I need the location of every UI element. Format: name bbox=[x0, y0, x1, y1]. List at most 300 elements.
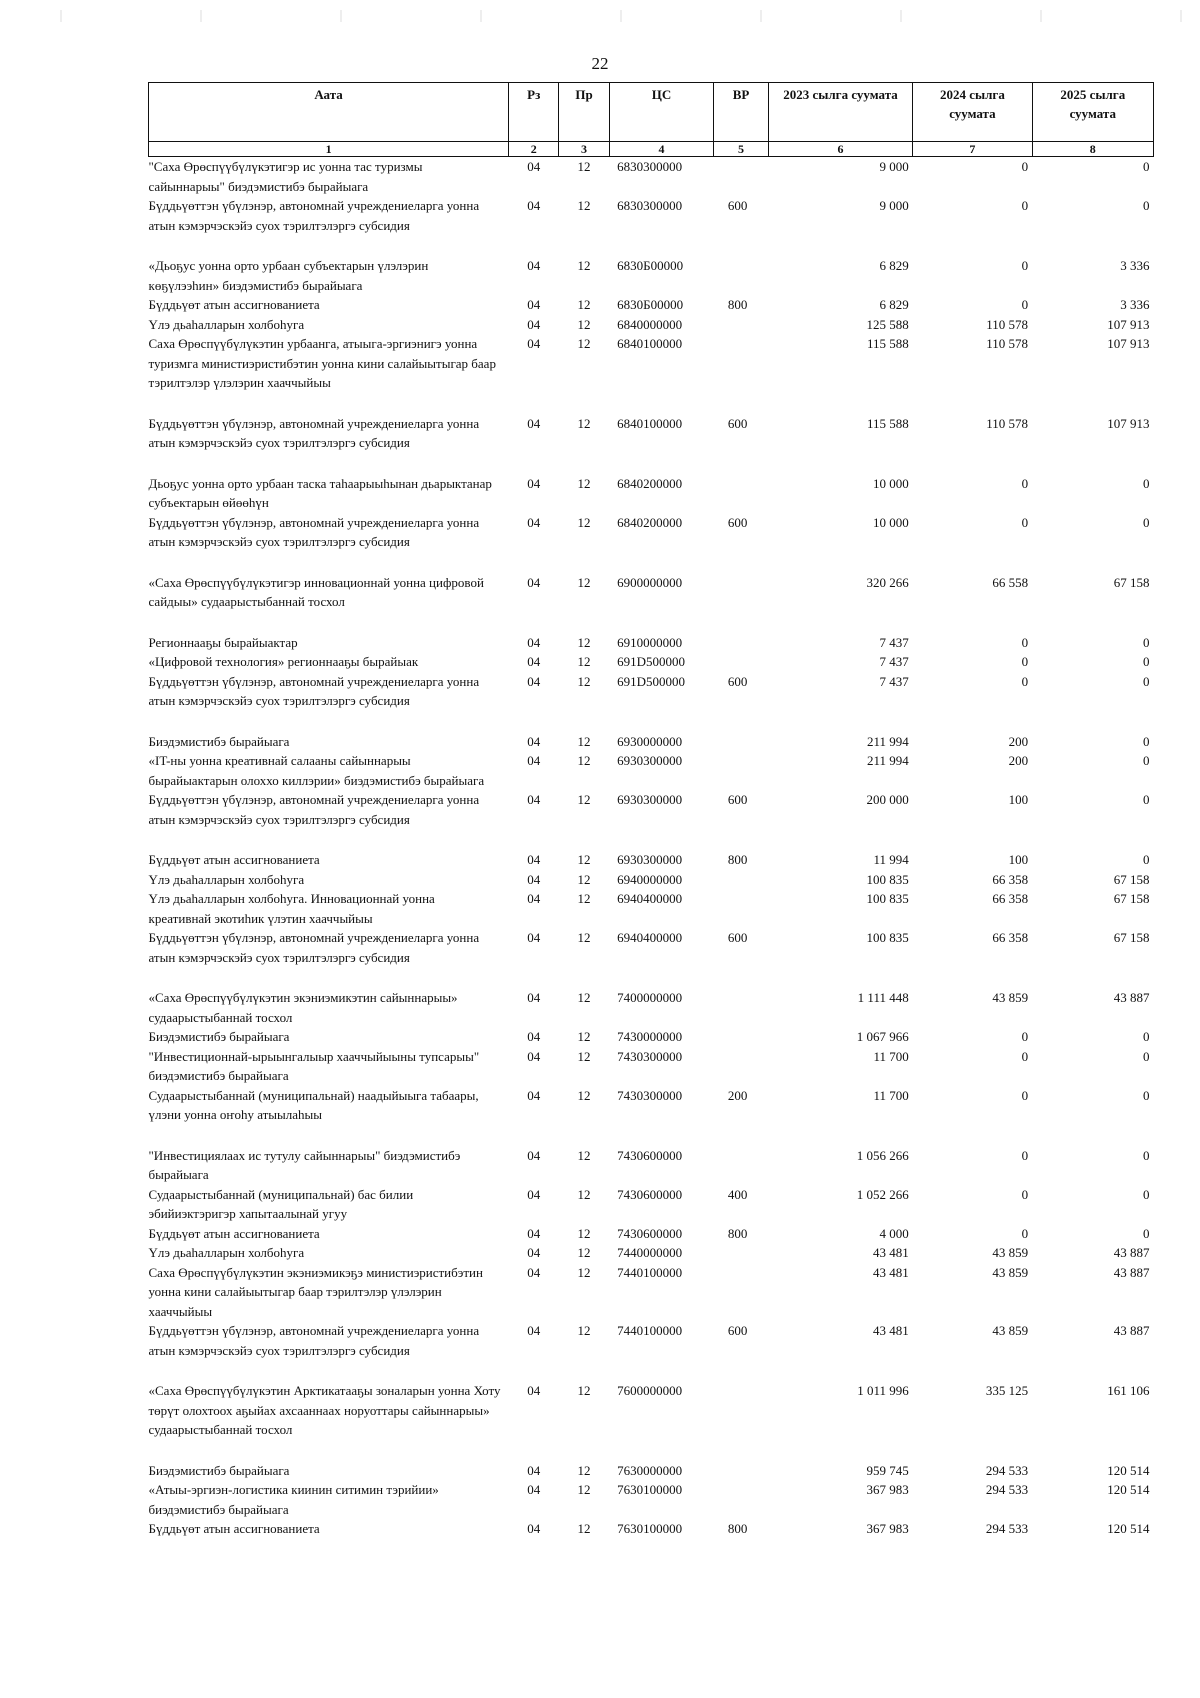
row-cs: 6930300000 bbox=[617, 852, 683, 867]
budget-table-container bbox=[148, 82, 1154, 1539]
row-amount-2023: 9 000 bbox=[879, 159, 909, 174]
row-vr bbox=[714, 988, 768, 1027]
row-rz: 04 bbox=[527, 574, 541, 590]
row-vr bbox=[714, 1047, 768, 1086]
table-row bbox=[149, 850, 1154, 870]
column-number: 1 bbox=[149, 142, 509, 157]
row-name: Бүддьүөт атын ассигнованиета bbox=[148, 852, 320, 867]
row-amount-2025: 43 887 bbox=[1113, 1264, 1150, 1280]
row-vr bbox=[714, 1243, 768, 1263]
column-number: 7 bbox=[913, 142, 1032, 157]
row-cs: 6940400000 bbox=[617, 891, 683, 906]
row-amount-2023: 11 700 bbox=[873, 1048, 909, 1064]
row-vr bbox=[714, 751, 768, 790]
row-vr bbox=[714, 1263, 768, 1322]
row-amount-2025: 0 bbox=[1143, 1186, 1150, 1202]
row-amount-2025: 107 913 bbox=[1107, 415, 1150, 431]
row-vr bbox=[714, 256, 768, 295]
row-cs: 6940400000 bbox=[617, 930, 683, 945]
row-name: «Саха Өрөспүүбүлүкэтин экэниэмикэтин сайыннарыы» судаарыстыбаннай тосхол bbox=[148, 990, 458, 1025]
row-amount-2023: 1 052 266 bbox=[856, 1186, 909, 1202]
row-amount-2023: 115 588 bbox=[866, 415, 909, 431]
row-vr: 600 bbox=[727, 514, 748, 530]
row-amount-2024: 0 bbox=[1021, 198, 1029, 213]
table-row bbox=[149, 790, 1154, 850]
row-name: Биэдэмистибэ бырайыага bbox=[148, 1029, 290, 1044]
row-pr: 12 bbox=[577, 634, 591, 650]
row-rz: 04 bbox=[527, 1087, 541, 1103]
row-amount-2024: 0 bbox=[1021, 1225, 1029, 1241]
row-amount-2025: 67 158 bbox=[1113, 930, 1150, 945]
row-cs: 6840100000 bbox=[617, 336, 683, 351]
page-number: 22 bbox=[591, 54, 609, 73]
row-amount-2024: 0 bbox=[1021, 258, 1029, 273]
header-2025: 2025 сылга суумата bbox=[1032, 83, 1153, 142]
row-pr: 12 bbox=[577, 1225, 591, 1241]
row-name: Саха Өрөспүүбүлүкэтин экэниэмикэҕэ министиэристибэтин уонна кини салайыытыгар баар тэрилтэлэр үлэлэрин хааччыйыы bbox=[148, 1264, 483, 1319]
row-vr bbox=[714, 889, 768, 928]
row-amount-2025: 120 514 bbox=[1107, 1462, 1150, 1478]
row-vr: 600 bbox=[727, 792, 748, 807]
row-pr: 12 bbox=[577, 1087, 591, 1103]
table-row bbox=[149, 633, 1154, 653]
row-amount-2024: 200 bbox=[1008, 733, 1029, 749]
table-row bbox=[149, 196, 1154, 256]
table-row bbox=[149, 315, 1154, 335]
header-2024: 2024 сылга суумата bbox=[913, 83, 1032, 142]
row-amount-2025: 107 913 bbox=[1107, 336, 1150, 351]
row-vr: 600 bbox=[727, 1323, 748, 1338]
row-vr bbox=[714, 1480, 768, 1519]
row-rz: 04 bbox=[527, 1482, 541, 1497]
row-vr bbox=[714, 1461, 768, 1481]
row-vr: 800 bbox=[727, 1521, 748, 1536]
row-cs: 6830300000 bbox=[617, 159, 683, 174]
row-pr: 12 bbox=[577, 415, 591, 431]
row-amount-2024: 100 bbox=[1008, 792, 1029, 807]
row-rz: 04 bbox=[527, 871, 541, 887]
row-vr bbox=[714, 334, 768, 414]
header-cs: ЦС bbox=[609, 83, 714, 142]
row-amount-2024: 0 bbox=[1021, 654, 1029, 669]
row-name: Үлэ дьаһалларын холбоһуга bbox=[148, 871, 305, 887]
header-rz: Рз bbox=[509, 83, 559, 142]
row-amount-2023: 115 588 bbox=[866, 336, 909, 351]
row-name: Бүддьүөттэн үбүлэнэр, автономнай учреждениеларга уонна атын кэмэрчэскэйэ суох тэрилтэлэргэ субсидия bbox=[148, 415, 480, 450]
table-row bbox=[149, 513, 1154, 573]
row-cs: 6830300000 bbox=[617, 198, 683, 213]
row-amount-2025: 43 887 bbox=[1113, 1245, 1150, 1260]
row-amount-2025: 0 bbox=[1143, 1225, 1150, 1241]
row-amount-2023: 211 994 bbox=[866, 753, 909, 768]
row-amount-2024: 0 bbox=[1021, 634, 1029, 650]
table-row bbox=[149, 889, 1154, 928]
table-row bbox=[149, 1185, 1154, 1224]
row-amount-2024: 0 bbox=[1021, 673, 1029, 689]
header-vr: ВР bbox=[714, 83, 768, 142]
row-name: Саха Өрөспүүбүлүкэтин урбаанга, атыыга-эргиэнигэ уонна туризмга министиэристибэтин уонна кини салайыытыгар баар тэрилтэлэр үлэлэрин хааччыйыы bbox=[148, 336, 496, 390]
row-amount-2025: 0 bbox=[1143, 1048, 1150, 1064]
table-row bbox=[149, 1321, 1154, 1381]
row-pr: 12 bbox=[577, 990, 591, 1005]
table-row bbox=[149, 295, 1154, 315]
row-name: Бүддьүөттэн үбүлэнэр, автономнай учреждениеларга уонна атын кэмэрчэскэйэ суох тэрилтэлэргэ субсидия bbox=[148, 930, 480, 965]
row-rz: 04 bbox=[527, 1029, 541, 1044]
row-amount-2024: 294 533 bbox=[985, 1482, 1029, 1497]
row-amount-2023: 10 000 bbox=[872, 475, 909, 491]
row-rz: 04 bbox=[527, 990, 541, 1005]
row-cs: 7600000000 bbox=[617, 1383, 683, 1398]
row-amount-2023: 100 835 bbox=[866, 891, 909, 906]
row-pr: 12 bbox=[577, 198, 591, 213]
row-rz: 04 bbox=[527, 475, 541, 491]
row-amount-2024: 43 859 bbox=[992, 990, 1029, 1005]
row-amount-2025: 0 bbox=[1143, 1029, 1150, 1044]
row-pr: 12 bbox=[577, 1383, 591, 1398]
row-rz: 04 bbox=[527, 852, 541, 867]
row-cs: 6930300000 bbox=[617, 792, 683, 807]
table-row bbox=[149, 1461, 1154, 1481]
row-cs: 7630000000 bbox=[617, 1462, 683, 1478]
table-row bbox=[149, 1224, 1154, 1244]
row-amount-2024: 43 859 bbox=[992, 1323, 1029, 1338]
row-name: Бүддьүөттэн үбүлэнэр, автономнай учреждениеларга уонна атын кэмэрчэскэйэ суох тэрилтэлэргэ субсидия bbox=[148, 514, 480, 549]
row-rz: 04 bbox=[527, 634, 541, 650]
row-rz: 04 bbox=[527, 1186, 541, 1202]
row-name: «Дьоҕус уонна орто урбаан субъектарын үлэлэрин көҕүлээһин» биэдэмистибэ бырайыага bbox=[148, 258, 429, 293]
row-name: Судаарыстыбаннай (муниципальнай) бас билии эбийиэктэригэр хапытаалынай угуу bbox=[148, 1186, 414, 1221]
row-cs: 7440100000 bbox=[617, 1323, 683, 1338]
row-rz: 04 bbox=[527, 1264, 541, 1280]
row-pr: 12 bbox=[577, 316, 591, 332]
row-vr bbox=[714, 732, 768, 752]
row-name: Үлэ дьаһалларын холбоһуга bbox=[148, 1245, 305, 1260]
table-row bbox=[149, 1480, 1154, 1519]
row-vr: 800 bbox=[727, 1225, 748, 1241]
row-amount-2024: 0 bbox=[1021, 1186, 1029, 1202]
row-vr: 600 bbox=[727, 673, 748, 689]
row-cs: 6930000000 bbox=[617, 733, 683, 749]
table-row bbox=[149, 928, 1154, 988]
row-rz: 04 bbox=[527, 1323, 541, 1338]
row-amount-2023: 100 835 bbox=[866, 930, 909, 945]
row-amount-2024: 66 358 bbox=[992, 871, 1029, 887]
row-cs: 7440100000 bbox=[617, 1264, 683, 1280]
row-pr: 12 bbox=[577, 852, 591, 867]
row-cs: 6910000000 bbox=[617, 634, 683, 650]
row-rz: 04 bbox=[527, 336, 541, 351]
row-amount-2023: 367 983 bbox=[866, 1521, 909, 1536]
row-pr: 12 bbox=[577, 1482, 591, 1497]
row-pr: 12 bbox=[577, 1521, 591, 1536]
row-pr: 12 bbox=[577, 1462, 591, 1478]
row-amount-2024: 100 bbox=[1008, 852, 1029, 867]
row-cs: 7430300000 bbox=[617, 1048, 683, 1064]
row-pr: 12 bbox=[577, 891, 591, 906]
header-pr: Пр bbox=[559, 83, 609, 142]
row-rz: 04 bbox=[527, 673, 541, 689]
row-rz: 04 bbox=[527, 891, 541, 906]
row-amount-2025: 0 bbox=[1143, 475, 1150, 491]
row-pr: 12 bbox=[577, 792, 591, 807]
row-cs: 6840100000 bbox=[617, 415, 683, 431]
row-amount-2025: 43 887 bbox=[1113, 1323, 1150, 1338]
row-name: Дьоҕус уонна орто урбаан таска таһаарыыһынан дьарыктанар субъектарын өйөөһүн bbox=[148, 475, 492, 510]
column-number: 8 bbox=[1032, 142, 1153, 157]
row-cs: 7430600000 bbox=[617, 1225, 683, 1241]
row-name: Бүддьүөттэн үбүлэнэр, автономнай учреждениеларга уонна атын кэмэрчэскэйэ суох тэрилтэлэргэ субсидия bbox=[148, 198, 480, 233]
row-name: Судаарыстыбаннай (муниципальнай) наадыйыыга табаары, үлэни уонна оҥоһу атыылаһыы bbox=[148, 1087, 479, 1122]
row-name: Бүддьүөт атын ассигнованиета bbox=[148, 297, 320, 312]
column-number: 3 bbox=[559, 142, 609, 157]
row-pr: 12 bbox=[577, 297, 591, 312]
row-amount-2023: 320 266 bbox=[866, 574, 909, 590]
row-name: Бүддьүөт атын ассигнованиета bbox=[148, 1521, 320, 1536]
row-rz: 04 bbox=[527, 930, 541, 945]
row-cs: 7630100000 bbox=[617, 1482, 683, 1497]
row-pr: 12 bbox=[577, 514, 591, 530]
row-vr bbox=[714, 1027, 768, 1047]
row-rz: 04 bbox=[527, 1225, 541, 1241]
table-row bbox=[149, 652, 1154, 672]
row-amount-2024: 0 bbox=[1021, 1029, 1029, 1044]
row-rz: 04 bbox=[527, 1245, 541, 1260]
row-cs: 6900000000 bbox=[617, 574, 683, 590]
row-cs: 691D500000 bbox=[617, 654, 686, 669]
row-amount-2023: 43 481 bbox=[872, 1245, 909, 1260]
row-cs: 7430300000 bbox=[617, 1087, 683, 1103]
row-cs: 6940000000 bbox=[617, 871, 683, 887]
row-pr: 12 bbox=[577, 336, 591, 351]
row-pr: 12 bbox=[577, 1147, 591, 1163]
row-name: Бүддьүөттэн үбүлэнэр, автономнай учреждениеларга уонна атын кэмэрчэскэйэ суох тэрилтэлэргэ субсидия bbox=[148, 792, 480, 827]
row-cs: 6930300000 bbox=[617, 753, 683, 768]
row-amount-2025: 0 bbox=[1143, 673, 1150, 689]
row-amount-2023: 200 000 bbox=[866, 792, 909, 807]
row-rz: 04 bbox=[527, 297, 541, 312]
row-pr: 12 bbox=[577, 1264, 591, 1280]
row-cs: 691D500000 bbox=[617, 673, 686, 689]
row-pr: 12 bbox=[577, 673, 591, 689]
row-rz: 04 bbox=[527, 1048, 541, 1064]
row-amount-2024: 66 358 bbox=[992, 930, 1029, 945]
row-name: Регионнааҕы бырайыактар bbox=[148, 634, 298, 650]
table-row bbox=[149, 1027, 1154, 1047]
row-amount-2025: 43 887 bbox=[1113, 990, 1150, 1005]
row-pr: 12 bbox=[577, 753, 591, 768]
row-rz: 04 bbox=[527, 514, 541, 530]
table-row bbox=[149, 1519, 1154, 1539]
row-rz: 04 bbox=[527, 1462, 541, 1478]
row-vr bbox=[714, 1146, 768, 1185]
row-name: Бүддьүөттэн үбүлэнэр, автономнай учреждениеларга уонна атын кэмэрчэскэйэ суох тэрилтэлэргэ субсидия bbox=[148, 1323, 480, 1358]
row-rz: 04 bbox=[527, 198, 541, 213]
row-cs: 7430000000 bbox=[617, 1029, 683, 1044]
table-header-row bbox=[149, 83, 1154, 142]
row-amount-2024: 43 859 bbox=[992, 1245, 1029, 1260]
row-amount-2023: 6 829 bbox=[879, 297, 909, 312]
row-amount-2024: 0 bbox=[1021, 475, 1029, 491]
row-amount-2025: 0 bbox=[1143, 1087, 1150, 1103]
row-pr: 12 bbox=[577, 930, 591, 945]
row-amount-2023: 211 994 bbox=[866, 733, 909, 749]
row-cs: 7630100000 bbox=[617, 1521, 683, 1536]
row-name: «Саха Өрөспүүбүлүкэтигэр инновационнай уонна цифровой сайдыы» судаарыстыбаннай тосхол bbox=[148, 574, 484, 609]
row-amount-2023: 1 056 266 bbox=[856, 1147, 909, 1163]
row-name: Биэдэмистибэ бырайыага bbox=[148, 733, 290, 749]
table-row bbox=[149, 870, 1154, 890]
row-amount-2023: 6 829 bbox=[879, 258, 909, 273]
table-row bbox=[149, 732, 1154, 752]
row-vr bbox=[714, 573, 768, 633]
row-rz: 04 bbox=[527, 258, 541, 273]
row-name: Бүддьүөт атын ассигнованиета bbox=[148, 1225, 320, 1241]
row-amount-2025: 0 bbox=[1143, 733, 1150, 749]
row-amount-2023: 1 067 966 bbox=[856, 1029, 909, 1044]
row-pr: 12 bbox=[577, 475, 591, 491]
row-amount-2024: 110 578 bbox=[986, 316, 1029, 332]
table-row bbox=[149, 1263, 1154, 1322]
column-number: 6 bbox=[768, 142, 912, 157]
scan-artifacts bbox=[0, 10, 1200, 22]
row-amount-2023: 9 000 bbox=[879, 198, 909, 213]
row-rz: 04 bbox=[527, 1383, 541, 1398]
row-amount-2025: 120 514 bbox=[1107, 1521, 1150, 1536]
row-name: "Инвестициялаах ис тутулу сайыннарыы" биэдэмистибэ бырайыага bbox=[148, 1147, 461, 1182]
row-amount-2025: 120 514 bbox=[1107, 1482, 1150, 1497]
row-vr: 600 bbox=[727, 930, 748, 945]
row-pr: 12 bbox=[577, 574, 591, 590]
table-row bbox=[149, 751, 1154, 790]
row-vr bbox=[714, 474, 768, 513]
budget-table bbox=[148, 82, 1154, 1539]
row-name: "Инвестиционнай-ырыынгалыыр хааччыйыыны тупсарыы" биэдэмистибэ бырайыага bbox=[148, 1048, 480, 1083]
row-name: «Атыы-эргиэн-логистика киинин ситимин тэрийии» биэдэмистибэ бырайыага bbox=[148, 1482, 439, 1517]
table-body bbox=[149, 157, 1154, 1539]
row-pr: 12 bbox=[577, 733, 591, 749]
row-rz: 04 bbox=[527, 415, 541, 431]
row-amount-2025: 67 158 bbox=[1113, 574, 1150, 590]
table-row bbox=[149, 1086, 1154, 1146]
row-cs: 7440000000 bbox=[617, 1245, 683, 1260]
row-name: «Цифровой технология» регионнааҕы бырайыак bbox=[148, 654, 419, 669]
row-amount-2024: 0 bbox=[1021, 1048, 1029, 1064]
row-amount-2025: 0 bbox=[1143, 654, 1150, 669]
row-amount-2023: 7 437 bbox=[879, 673, 909, 689]
row-vr: 800 bbox=[727, 297, 748, 312]
row-name: Үлэ дьаһалларын холбоһуга bbox=[148, 316, 305, 332]
column-number: 2 bbox=[509, 142, 559, 157]
row-amount-2025: 3 336 bbox=[1120, 297, 1150, 312]
row-cs: 6830Б00000 bbox=[617, 258, 684, 273]
row-amount-2023: 4 000 bbox=[879, 1225, 909, 1241]
row-amount-2023: 10 000 bbox=[872, 514, 909, 530]
row-vr bbox=[714, 315, 768, 335]
table-row bbox=[149, 1047, 1154, 1086]
table-row bbox=[149, 672, 1154, 732]
table-row bbox=[149, 157, 1154, 197]
row-name: Үлэ дьаһалларын холбоһуга. Инновационнай уонна креативнай экотиһик үлэтин хааччыйыы bbox=[148, 891, 435, 926]
row-rz: 04 bbox=[527, 753, 541, 768]
row-cs: 7430600000 bbox=[617, 1186, 683, 1202]
row-pr: 12 bbox=[577, 159, 591, 174]
row-amount-2024: 294 533 bbox=[985, 1521, 1029, 1536]
table-row bbox=[149, 988, 1154, 1027]
row-amount-2024: 0 bbox=[1021, 1147, 1029, 1163]
row-pr: 12 bbox=[577, 1048, 591, 1064]
row-amount-2025: 0 bbox=[1143, 514, 1150, 530]
row-amount-2023: 11 700 bbox=[873, 1087, 909, 1103]
table-row bbox=[149, 334, 1154, 414]
table-row bbox=[149, 1381, 1154, 1461]
row-vr bbox=[714, 652, 768, 672]
row-rz: 04 bbox=[527, 733, 541, 749]
row-amount-2025: 67 158 bbox=[1113, 871, 1150, 887]
table-row bbox=[149, 1243, 1154, 1263]
row-amount-2023: 43 481 bbox=[872, 1323, 909, 1338]
row-amount-2025: 0 bbox=[1143, 198, 1150, 213]
row-vr bbox=[714, 870, 768, 890]
row-cs: 7430600000 bbox=[617, 1147, 683, 1163]
row-name: Биэдэмистибэ бырайыага bbox=[148, 1462, 290, 1478]
header-name: Аата bbox=[149, 83, 509, 142]
row-pr: 12 bbox=[577, 1323, 591, 1338]
row-cs: 6830Б00000 bbox=[617, 297, 684, 312]
column-number-row bbox=[149, 142, 1154, 157]
row-amount-2024: 43 859 bbox=[992, 1264, 1029, 1280]
table-row bbox=[149, 474, 1154, 513]
row-amount-2024: 66 558 bbox=[992, 574, 1029, 590]
row-amount-2023: 1 011 996 bbox=[857, 1383, 909, 1398]
row-vr bbox=[714, 633, 768, 653]
row-vr: 600 bbox=[727, 415, 748, 431]
row-amount-2023: 7 437 bbox=[879, 634, 909, 650]
row-vr: 200 bbox=[727, 1087, 748, 1103]
row-amount-2023: 959 745 bbox=[866, 1462, 909, 1478]
row-pr: 12 bbox=[577, 1186, 591, 1202]
row-pr: 12 bbox=[577, 258, 591, 273]
row-pr: 12 bbox=[577, 1029, 591, 1044]
row-cs: 6840200000 bbox=[617, 514, 683, 530]
row-amount-2025: 67 158 bbox=[1113, 891, 1150, 906]
row-amount-2024: 294 533 bbox=[985, 1462, 1029, 1478]
row-cs: 7400000000 bbox=[617, 990, 683, 1005]
row-rz: 04 bbox=[527, 1147, 541, 1163]
row-amount-2024: 0 bbox=[1021, 1087, 1029, 1103]
row-amount-2024: 66 358 bbox=[992, 891, 1029, 906]
table-row bbox=[149, 414, 1154, 474]
table-row bbox=[149, 573, 1154, 633]
row-amount-2025: 161 106 bbox=[1107, 1383, 1150, 1398]
row-amount-2025: 0 bbox=[1143, 1147, 1150, 1163]
table-row bbox=[149, 1146, 1154, 1185]
row-rz: 04 bbox=[527, 1521, 541, 1536]
row-amount-2024: 0 bbox=[1021, 297, 1029, 312]
row-vr bbox=[714, 157, 768, 197]
row-amount-2023: 125 588 bbox=[866, 316, 909, 332]
row-amount-2024: 110 578 bbox=[986, 415, 1029, 431]
row-amount-2024: 0 bbox=[1021, 514, 1029, 530]
row-amount-2025: 107 913 bbox=[1107, 316, 1150, 332]
table-row bbox=[149, 256, 1154, 295]
row-amount-2023: 1 111 448 bbox=[857, 990, 909, 1005]
row-vr: 800 bbox=[727, 852, 748, 867]
row-vr: 600 bbox=[727, 198, 748, 213]
row-pr: 12 bbox=[577, 654, 591, 669]
row-amount-2024: 335 125 bbox=[985, 1383, 1029, 1398]
row-rz: 04 bbox=[527, 654, 541, 669]
row-amount-2024: 110 578 bbox=[986, 336, 1029, 351]
